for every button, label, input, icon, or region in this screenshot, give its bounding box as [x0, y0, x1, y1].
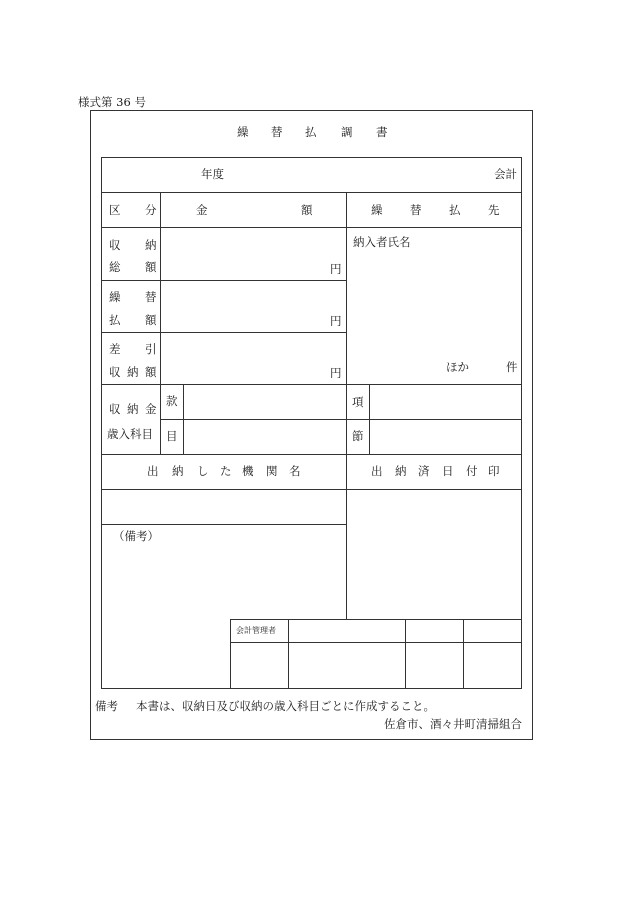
form-number: 様式第 36 号	[78, 95, 146, 109]
manager-seal-box[interactable]	[231, 643, 288, 688]
setsu-label: 節	[352, 429, 364, 443]
moku-label: 目	[166, 429, 178, 443]
issuer-name: 佐倉市、酒々井町清掃組合	[384, 717, 522, 731]
kou-label: 項	[352, 395, 364, 409]
remarks-label: （備考）	[113, 529, 159, 543]
setsu-field[interactable]	[370, 420, 521, 454]
accounting-manager-label: 会計管理者	[236, 626, 276, 635]
account-label: 会計	[494, 167, 517, 181]
transfer-amount-yen: 円	[330, 314, 342, 328]
difference-yen: 円	[330, 366, 342, 380]
date-stamp-area[interactable]	[347, 490, 521, 619]
transfer-amount-field[interactable]	[161, 281, 346, 332]
footer-note-text: 本書は、収納日及び収納の歳入科目ごとに作成すること。	[136, 699, 435, 713]
payer-name-label: 納入者氏名	[353, 235, 411, 249]
kou-field[interactable]	[370, 385, 521, 419]
footer-note-label: 備考	[95, 699, 118, 713]
fiscal-year-label: 年度	[201, 167, 224, 181]
remarks-field[interactable]	[102, 545, 346, 617]
receipt-total-yen: 円	[330, 262, 342, 276]
institution-name-field[interactable]	[102, 490, 346, 524]
moku-field[interactable]	[184, 420, 346, 454]
payer-others-label: ほか	[446, 360, 469, 374]
difference-amount-field[interactable]	[161, 333, 346, 384]
payer-count-unit: 件	[506, 360, 518, 374]
payer-name-field[interactable]	[347, 250, 521, 350]
kan-field[interactable]	[184, 385, 346, 419]
receipt-total-amount-field[interactable]	[161, 228, 346, 280]
kan-label: 款	[166, 394, 178, 408]
